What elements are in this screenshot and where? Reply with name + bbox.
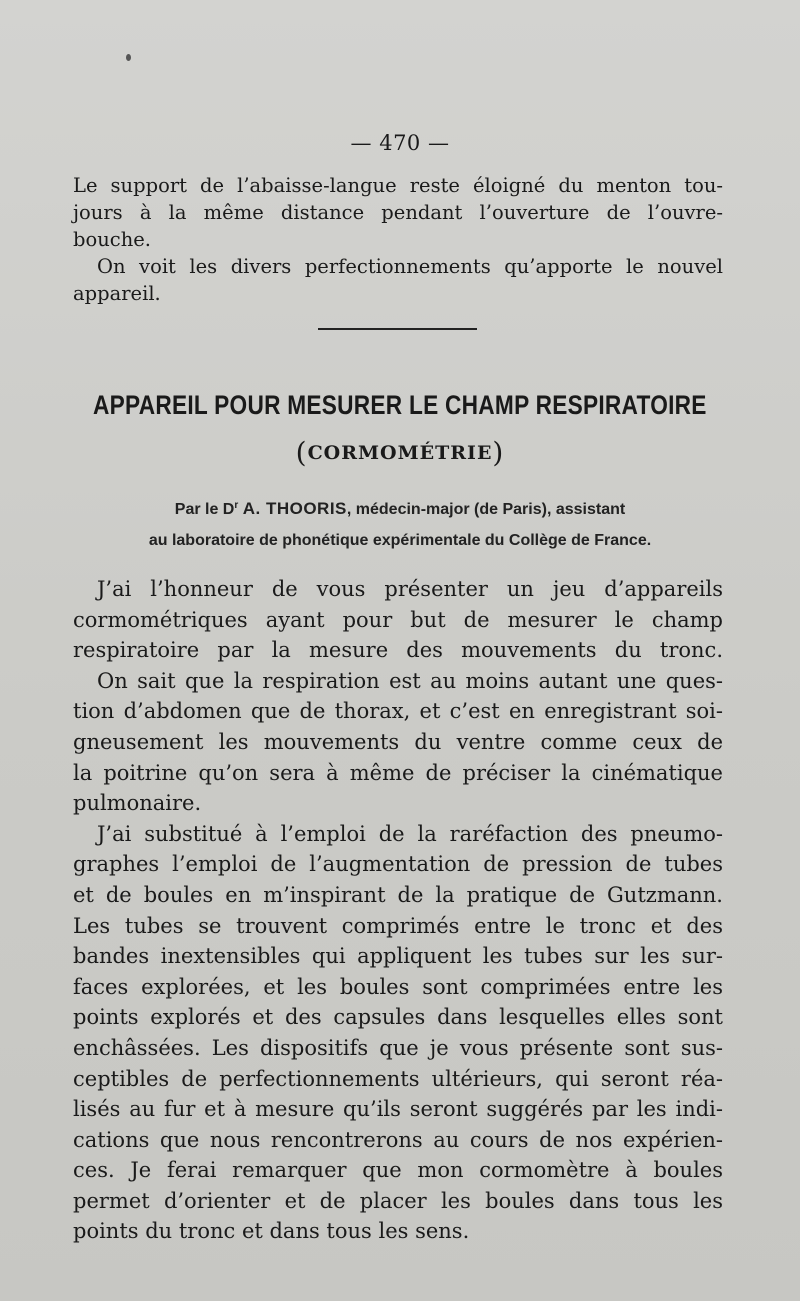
paragraph	[73, 666, 723, 819]
text-line: pulmonaire.	[73, 791, 202, 816]
text-line: et de boules en m’inspirant de la pratique de Gutzmann.	[73, 882, 723, 907]
text-line: bandes inextensibles qui appliquent les tubes sur les sur-	[73, 944, 723, 969]
byline-prefix: Par le D	[174, 501, 235, 518]
text-line: On sait que la respiration est au moins autant une ques-	[97, 668, 723, 693]
text-line: bouche.	[73, 228, 151, 251]
text-line: enchâssées. Les dispositifs que je vous présente sont sus-	[73, 1035, 723, 1060]
text-line: graphes l’emploi de l’augmentation de pression de tubes	[73, 852, 723, 877]
text-line: points du tronc et dans tous les sens.	[73, 1219, 470, 1244]
text-line: cormométriques ayant pour but de mesurer le champ	[73, 607, 723, 632]
subtitle-open-paren: (	[295, 436, 308, 469]
text-line: On voit les divers perfectionnements qu’apporte le nouvel	[97, 255, 723, 278]
article-subtitle	[0, 436, 800, 469]
paragraph	[73, 574, 723, 666]
text-line: cations que nous rencontrerons au cours de nos expérien-	[73, 1127, 723, 1152]
text-line: Les tubes se trouvent comprimés entre le tronc et des	[73, 913, 723, 938]
byline-line-1	[0, 490, 800, 525]
text-line: respiratoire par la mesure des mouvements du tronc.	[73, 638, 723, 663]
text-line: la poitrine qu’on sera à même de préciser la cinématique	[73, 760, 723, 785]
previous-article-ending	[73, 172, 723, 307]
subtitle-text: CORMOMÉTRIE	[307, 442, 493, 464]
text-line: ces. Je ferai remarquer que mon cormomètre à boules	[73, 1158, 723, 1183]
text-line: jours à la même distance pendant l’ouverture de l’ouvre-	[73, 201, 723, 224]
byline-line-2: au laboratoire de phonétique expérimentale du Collège de France.	[148, 532, 652, 549]
text-line: J’ai l’honneur de vous présenter un jeu d’appareils	[97, 577, 723, 601]
article-body	[73, 574, 723, 1247]
subtitle-close-paren: )	[492, 436, 505, 469]
text-line: permet d’orienter et de placer les boules dans tous les	[73, 1188, 723, 1213]
byline-prefix-sup: r	[234, 500, 239, 511]
author-name: A. THOORIS	[242, 499, 347, 518]
text-line: gneusement les mouvements du ventre comme ceux de	[73, 729, 723, 754]
byline-suffix: , médecin-major (de Paris), assistant	[346, 501, 626, 518]
text-line: ceptibles de perfectionnements ultérieurs, qui seront réa-	[73, 1066, 723, 1091]
section-divider	[318, 328, 477, 330]
text-line: tion d’abdomen que de thorax, et c’est en enregistrant soi-	[73, 699, 723, 724]
text-line: appareil.	[73, 282, 161, 305]
paragraph	[73, 819, 723, 1247]
page-number: — 470 —	[350, 131, 450, 155]
text-line: Le support de l’abaisse-langue reste éloigné du menton tou-	[73, 174, 723, 197]
text-line: J’ai substitué à l’emploi de la raréfaction des pneumo-	[97, 821, 723, 846]
text-line: faces explorées, et les boules sont comprimées entre les	[73, 974, 723, 999]
text-line: points explorés et des capsules dans lesquelles elles sont	[73, 1005, 723, 1030]
ink-speck	[126, 54, 131, 61]
byline	[0, 490, 800, 556]
article-title: APPAREIL POUR MESURER LE CHAMP RESPIRATOIRE	[93, 390, 707, 420]
text-line: lisés au fur et à mesure qu’ils seront suggérés par les indi-	[73, 1097, 723, 1122]
